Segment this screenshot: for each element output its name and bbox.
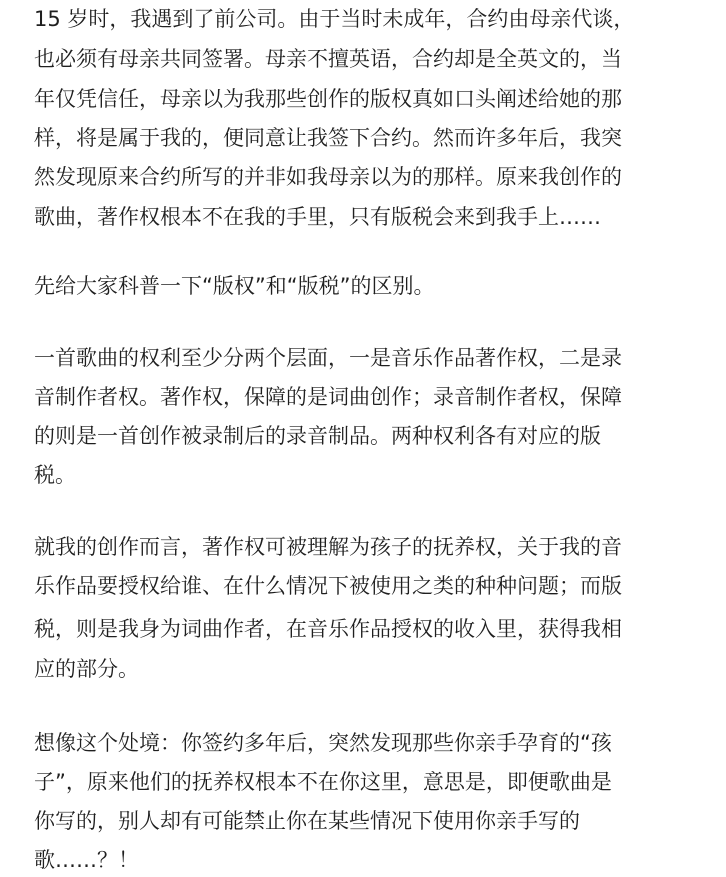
text-line: 一首歌曲的权利至少分两个层面，一是音乐作品著作权，二是录 bbox=[34, 346, 622, 370]
text-line: 子”，原来他们的抚养权根本不在你这里，意思是，即便歌曲是 bbox=[34, 770, 612, 794]
text-line: 的则是一首创作被录制后的录音制品。两种权利各有对应的版 bbox=[34, 424, 601, 448]
text-line: 先给大家科普一下“版权”和“版税”的区别。 bbox=[34, 274, 435, 298]
text-line: 样，将是属于我的，便同意让我签下合约。然而许多年后，我突 bbox=[34, 126, 622, 150]
text-line: 就我的创作而言，著作权可被理解为孩子的抚养权，关于我的音 bbox=[34, 535, 622, 559]
text-line: 歌曲，著作权根本不在我的手里，只有版税会来到我手上…… bbox=[34, 205, 601, 229]
text-line: 乐作品要授权给谁、在什么情况下被使用之类的种种问题；而版 bbox=[34, 574, 622, 598]
text-line: 应的部分。 bbox=[34, 657, 139, 681]
text-line: 税，则是我身为词曲作者，在音乐作品授权的收入里，获得我相 bbox=[34, 617, 622, 641]
text-line: 年仅凭信任，母亲以为我那些创作的版权真如口头阐述给她的那 bbox=[34, 87, 622, 111]
text-line: 15 岁时，我遇到了前公司。由于当时未成年，合约由母亲代谈， bbox=[34, 7, 635, 31]
text-line: 歌……？！ bbox=[34, 848, 139, 872]
text-line: 想像这个处境：你签约多年后，突然发现那些你亲手孕育的“孩 bbox=[34, 731, 612, 755]
text-line: 然发现原来合约所写的并非如我母亲以为的那样。原来我创作的 bbox=[34, 165, 622, 189]
text-line: 你写的，别人却有可能禁止你在某些情况下使用你亲手写的 bbox=[34, 809, 580, 833]
text-line: 税。 bbox=[34, 463, 76, 487]
text-line: 音制作者权。著作权，保障的是词曲创作；录音制作者权，保障 bbox=[34, 385, 622, 409]
text-line: 也必须有母亲共同签署。母亲不擅英语，合约却是全英文的，当 bbox=[34, 47, 622, 71]
